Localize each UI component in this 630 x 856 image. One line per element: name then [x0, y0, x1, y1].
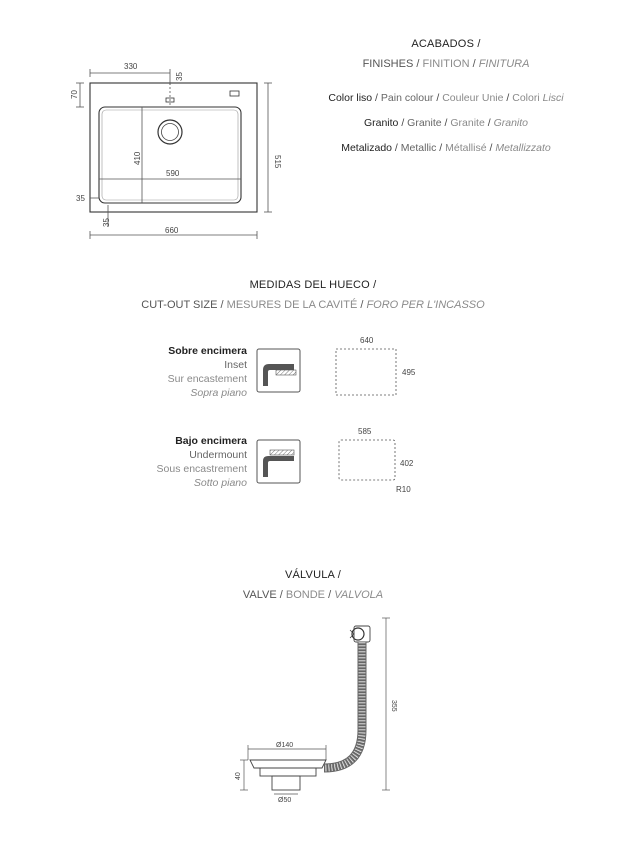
undermount-width: 585 — [358, 427, 372, 436]
valve-dim-height: 355 — [390, 700, 397, 712]
finishes-subtitle: FINISHES / FINITION / FINITURA — [362, 58, 530, 70]
valve-dim-side: 40 — [235, 772, 242, 780]
cutout-title: MEDIDAS DEL HUECO / — [249, 279, 377, 291]
overflow-hose — [324, 642, 362, 768]
undermount-radius: R10 — [396, 485, 411, 494]
dim-drain-offset: 35 — [175, 72, 184, 81]
undermount-mount-icon — [256, 439, 302, 485]
tap-hole-mark — [230, 91, 239, 96]
dim-left-top: 70 — [70, 90, 79, 99]
dim-outer-height: 515 — [273, 155, 282, 169]
valve-dim-outlet: Ø50 — [278, 797, 292, 804]
inset-width: 640 — [360, 336, 374, 345]
valve-subtitle: VALVE / BONDE / VALVOLA — [242, 589, 384, 601]
inset-cutout-drawing — [330, 333, 420, 401]
undermount-height: 402 — [400, 459, 414, 468]
finish-row-plain: Color liso / Pain colour / Couleur Unie / Colori Lisci — [328, 92, 564, 104]
finish-row-metallic: Metalizado / Metallic / Métallisé / Metallizzato — [341, 142, 551, 154]
dim-outer-width: 660 — [165, 226, 179, 235]
dim-bottom-margin: 35 — [102, 218, 111, 227]
finishes-title: ACABADOS / — [411, 38, 481, 50]
dim-top-left: 330 — [124, 62, 138, 71]
inset-labels: Sobre encimera Inset Sur encastement Sopra piano — [167, 345, 247, 399]
dim-inner-width: 590 — [166, 169, 180, 178]
valve-title: VÁLVULA / — [284, 569, 342, 581]
valve-header — [200, 569, 426, 601]
inset-mount-icon — [256, 348, 302, 394]
sink-bowl-outline — [99, 107, 241, 203]
finishes-section — [300, 38, 592, 154]
inset-height: 495 — [402, 368, 416, 377]
dim-inner-height: 410 — [133, 151, 142, 165]
finish-row-granite: Granito / Granite / Granite / Granito — [363, 117, 529, 129]
dim-left-margin: 35 — [76, 194, 85, 203]
valve-dim-flange: Ø140 — [276, 742, 294, 749]
cutout-subtitle: CUT-OUT SIZE / MESURES DE LA CAVITÉ / FORO PER L'INCASSO — [141, 299, 485, 311]
cutout-header — [100, 279, 526, 311]
valve-drawing — [226, 610, 406, 810]
sink-plan-drawing — [60, 55, 280, 245]
undermount-labels: Bajo encimera Undermount Sous encastrement Sotto piano — [156, 435, 247, 489]
undermount-cutout-drawing — [330, 424, 420, 496]
